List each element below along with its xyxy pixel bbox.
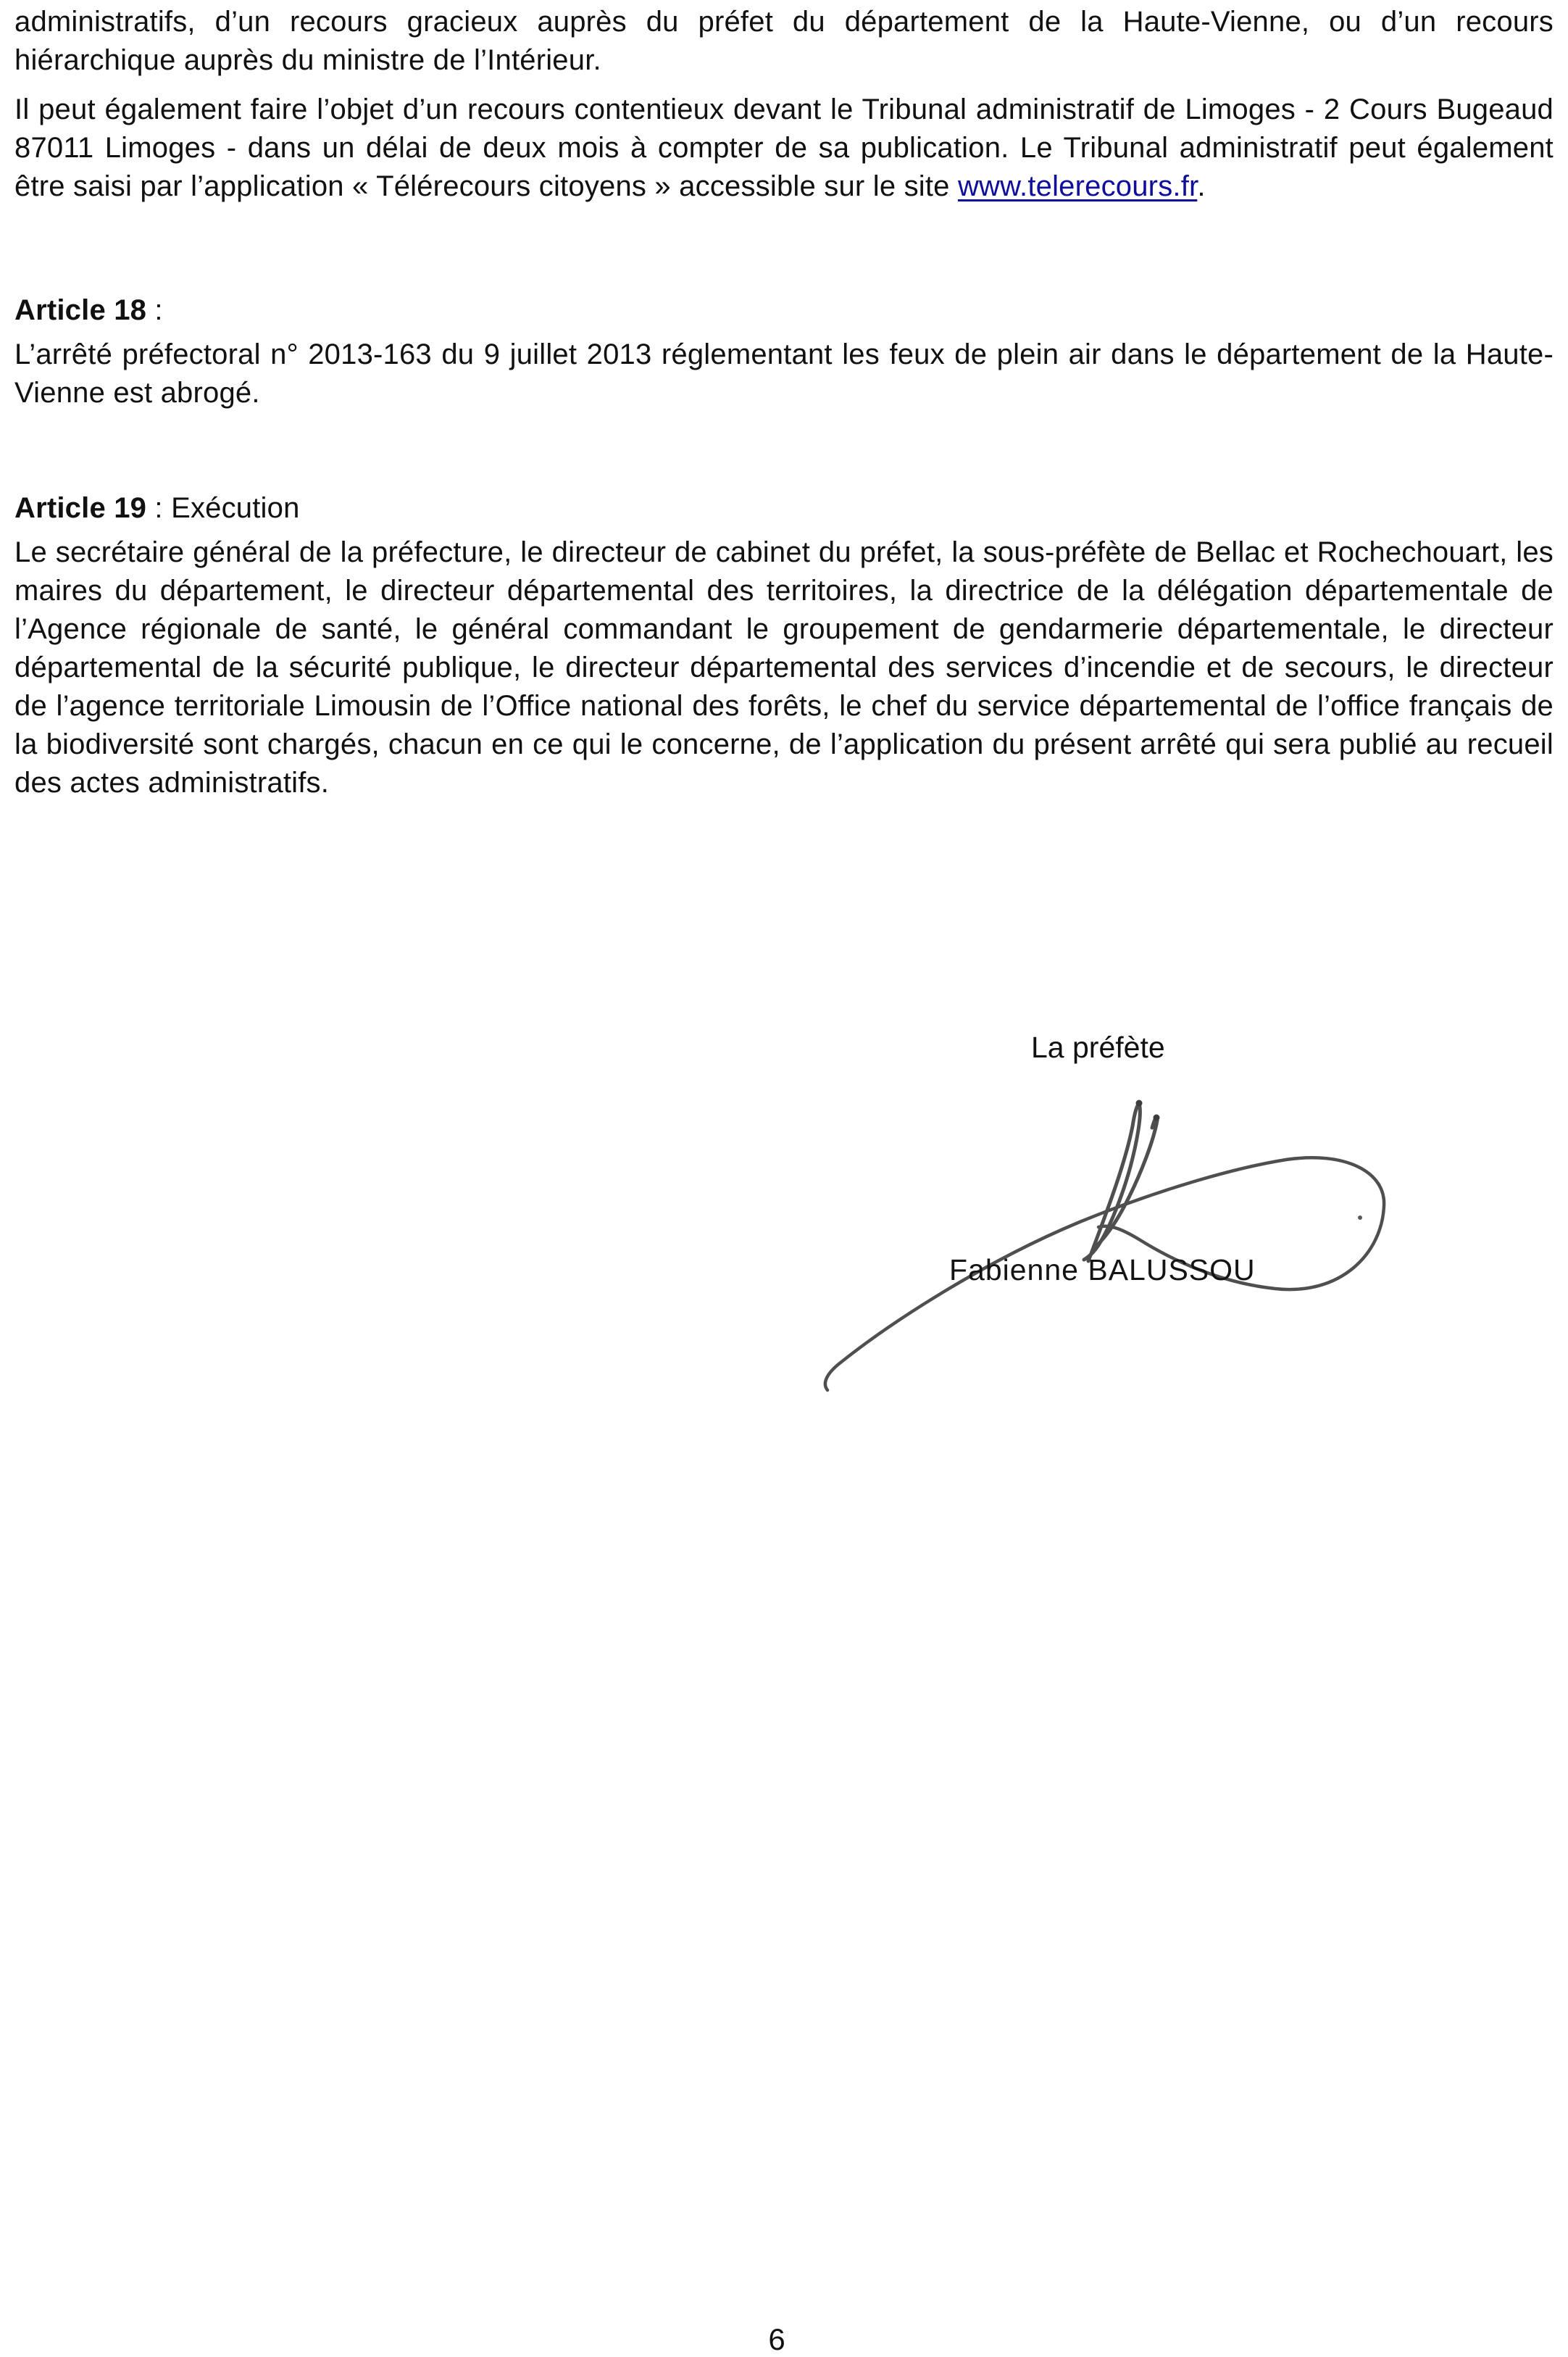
article-19-label: Article 19	[14, 492, 147, 524]
pen-tip-mark	[1136, 1100, 1143, 1107]
article-18-heading	[14, 291, 1554, 330]
handwritten-signature-icon	[812, 1071, 1406, 1397]
article-18-colon: :	[146, 294, 163, 326]
article-19-body: Le secrétaire général de la préfecture, le directeur de cabinet du préfet, la sous-préfète de Bellac et Rochechouart, les maires du département, le directeur départemental des territoires, la directrice de la délégation départementale de l’Agence régionale de santé, le général commandant le groupement de gendarmerie départementale, le directeur départemental de la sécurité publique, le directeur départemental des services d’incendie et de secours, le directeur de l’agence territoriale Limousin de l’Office national des forêts, le chef du service départemental de l’office français de la biodiversité sont chargés, chacun en ce qui le concerne, de l’application du présent arrêté qui sera publié au recueil des actes administratifs.	[14, 536, 1554, 799]
pen-tip-mark	[1154, 1115, 1160, 1121]
signature-title: La préfète	[1031, 1031, 1165, 1064]
page-number: 6	[768, 2322, 785, 2356]
article-19-heading	[14, 489, 1554, 528]
signature-name: Fabienne BALUSSOU	[949, 1253, 1256, 1286]
article-19-colon: :	[146, 492, 172, 524]
paragraph-recours-contentieux-period: .	[1197, 170, 1206, 202]
paragraph-recours-gracieux: administratifs, d’un recours gracieux auprès du préfet du département de la Haute-Vienne, ou d’un recours hiérarchique auprès du ministre de l’Intérieur.	[14, 6, 1554, 76]
article-19-title: Exécution	[171, 492, 300, 524]
document-body	[14, 3, 1554, 802]
article-18-body: L’arrêté préfectoral n° 2013-163 du 9 juillet 2013 réglementant les feux de plein air dans le département de la Haute-Vienne est abrogé.	[14, 338, 1554, 409]
paragraph-recours-contentieux	[14, 91, 1554, 206]
article-18-label: Article 18	[14, 294, 147, 326]
ink-speck	[1358, 1215, 1362, 1220]
paragraph-recours-contentieux-text: Il peut également faire l’objet d’un recours contentieux devant le Tribunal administratif de Limoges - 2 Cours Bugeaud 87011 Limoges - dans un délai de deux mois à compter de sa publication. Le Tribunal administratif peut également être saisi par l’application « Télérecours citoyens » accessible sur le site	[14, 93, 1554, 202]
telerecours-link[interactable]: www.telerecours.fr	[957, 170, 1198, 202]
